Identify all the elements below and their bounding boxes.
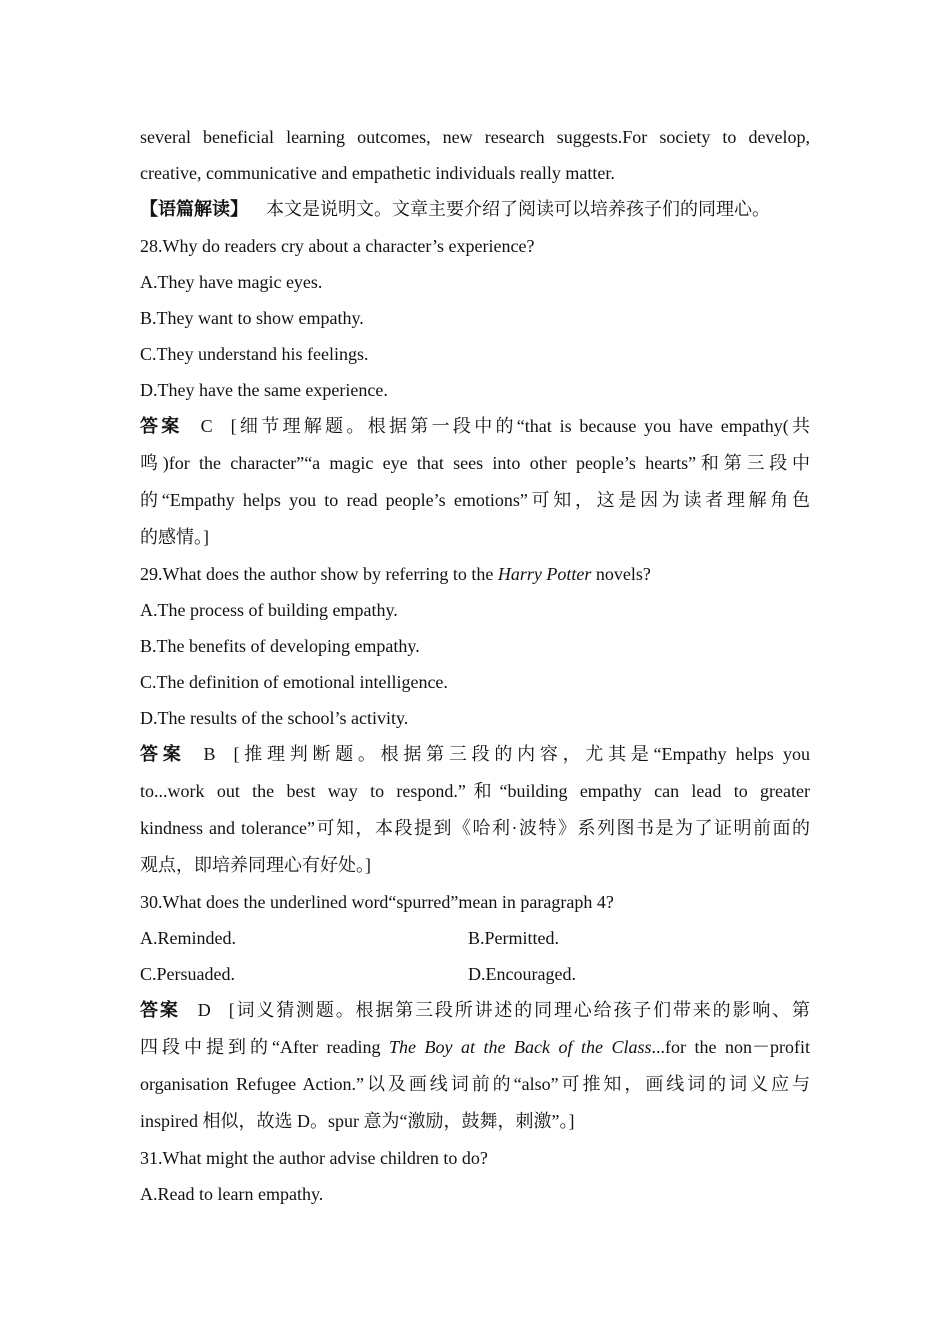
passage-analysis bbox=[140, 191, 810, 228]
explanation-text: [推理判断题。根据第三段的内容，尤其是“Empathy helps you bbox=[233, 744, 810, 764]
option-30-d: D.Encouraged. bbox=[468, 964, 576, 984]
answer-29-line-3: kindness and tolerance”可知，本段提到《哈利·波特》系列图书是为了证明前面的 bbox=[140, 818, 810, 838]
option-30-a: A.Reminded. bbox=[140, 928, 236, 948]
word: suggests.For bbox=[556, 127, 648, 147]
book-title: The Boy at the Back of the Class bbox=[389, 1037, 652, 1057]
answer-label: 答案 bbox=[140, 744, 186, 764]
passage-line-1 bbox=[140, 119, 810, 155]
analysis-label: 【语篇解读】 bbox=[140, 199, 248, 219]
answer-letter: B bbox=[203, 744, 216, 764]
word: society bbox=[659, 127, 711, 147]
answer-label: 答案 bbox=[140, 1000, 180, 1020]
passage-line-2: creative, communicative and empathetic individuals really matter. bbox=[140, 163, 615, 183]
option-28-a: A.They have magic eyes. bbox=[140, 272, 323, 292]
word: new bbox=[442, 127, 473, 147]
option-29-a: A.The process of building empathy. bbox=[140, 600, 398, 620]
option-28-c: C.They understand his feelings. bbox=[140, 344, 369, 364]
word: research bbox=[484, 127, 545, 147]
word: several bbox=[140, 127, 191, 147]
explanation-text: [词义猜测题。根据第三段所讲述的同理心给孩子们带来的影响、第 bbox=[228, 1000, 811, 1020]
option-29-c: C.The definition of emotional intelligence. bbox=[140, 672, 448, 692]
option-row-30-ab bbox=[140, 920, 810, 956]
word: develop, bbox=[748, 127, 810, 147]
answer-28-line-3: 的“Empathy helps you to read people’s emotions”可知，这是因为读者理解角色 bbox=[140, 490, 810, 510]
question-30: 30.What does the underlined word“spurred”mean in paragraph 4? bbox=[140, 892, 614, 912]
option-28-b: B.They want to show empathy. bbox=[140, 308, 364, 328]
answer-30-line-4: inspired 相似，故选 D。spur 意为“激励，鼓舞，刺激”。] bbox=[140, 1111, 575, 1131]
answer-30-line-1 bbox=[140, 992, 810, 1029]
explanation-text: [细节理解题。根据第一段中的“that is because you have empathy(共 bbox=[230, 416, 810, 436]
answer-29-line-2: to...work out the best way to respond.”和“building empathy can lead to greater bbox=[140, 781, 810, 801]
explanation-text: 四段中提到的“After reading bbox=[140, 1037, 389, 1057]
question-28: 28.Why do readers cry about a character’s experience? bbox=[140, 236, 535, 256]
option-30-b: B.Permitted. bbox=[468, 928, 559, 948]
answer-29-line-4: 观点，即培养同理心有好处。] bbox=[140, 855, 371, 875]
answer-letter: C bbox=[200, 416, 213, 436]
word: outcomes, bbox=[357, 127, 431, 147]
analysis-text: 本文是说明文。文章主要介绍了阅读可以培养孩子们的同理心。 bbox=[266, 199, 770, 219]
option-30-c: C.Persuaded. bbox=[140, 964, 235, 984]
question-text: 29.What does the author show by referring to the bbox=[140, 564, 498, 584]
word: beneficial bbox=[203, 127, 274, 147]
answer-28-line-2: 鸣)for the character”“a magic eye that sees into other people’s hearts”和第三段中 bbox=[140, 453, 810, 473]
answer-29-line-1 bbox=[140, 736, 810, 773]
explanation-text: ...for the non－profit bbox=[651, 1037, 810, 1057]
answer-letter: D bbox=[197, 1000, 211, 1020]
word: to bbox=[722, 127, 737, 147]
option-28-d: D.They have the same experience. bbox=[140, 380, 388, 400]
document-page bbox=[140, 119, 810, 1212]
question-31: 31.What might the author advise children to do? bbox=[140, 1148, 488, 1168]
book-title: Harry Potter bbox=[497, 564, 592, 584]
answer-28-line-4: 的感情。] bbox=[140, 527, 209, 547]
answer-28-line-1 bbox=[140, 408, 810, 445]
option-29-b: B.The benefits of developing empathy. bbox=[140, 636, 420, 656]
question-29 bbox=[140, 556, 810, 592]
option-29-d: D.The results of the school’s activity. bbox=[140, 708, 409, 728]
answer-label: 答案 bbox=[140, 416, 183, 436]
option-row-30-cd bbox=[140, 956, 810, 992]
answer-30-line-3: organisation Refugee Action.”以及画线词前的“also”可推知，画线词的词义应与 bbox=[140, 1074, 810, 1094]
question-text: novels? bbox=[591, 564, 651, 584]
word: learning bbox=[286, 127, 346, 147]
option-31-a: A.Read to learn empathy. bbox=[140, 1184, 324, 1204]
answer-30-line-2 bbox=[140, 1029, 810, 1066]
